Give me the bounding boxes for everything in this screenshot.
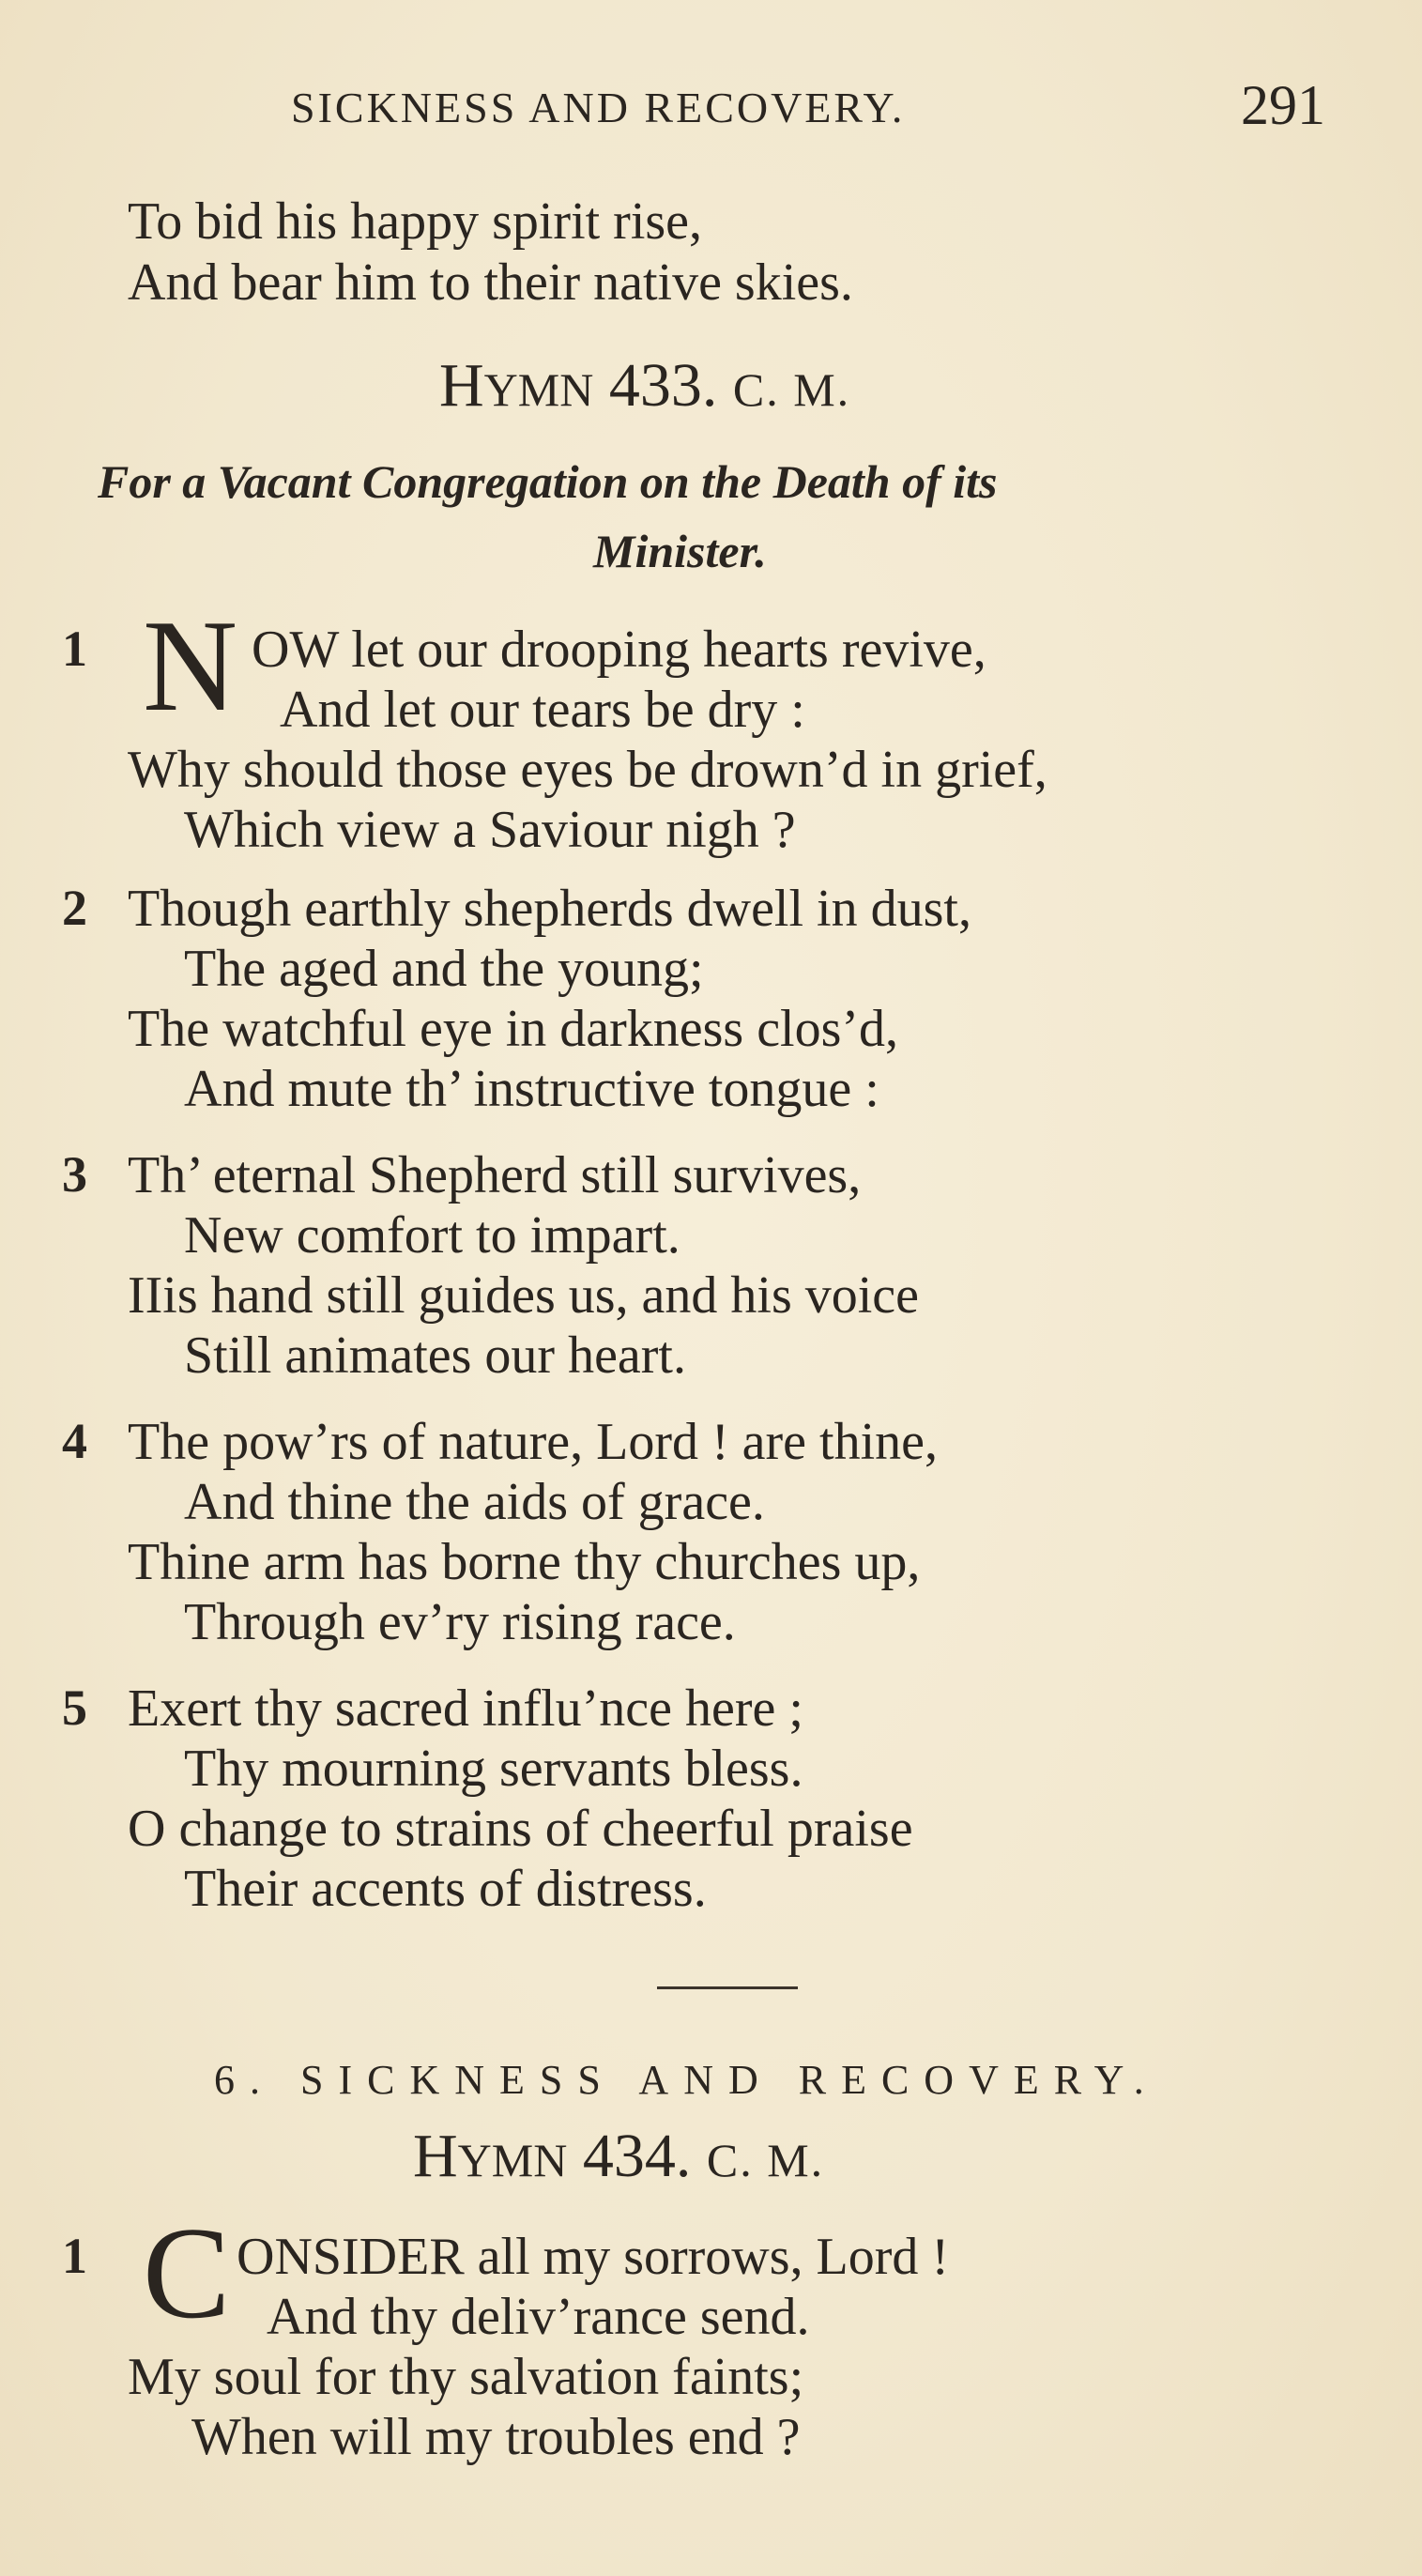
verse-line: IIis hand still guides us, and his voice bbox=[128, 1266, 920, 1325]
hymn-meter: C. M. bbox=[732, 363, 851, 416]
hymn-433-subtitle-line-2: Minister. bbox=[593, 525, 767, 577]
hymn-meter: C. M. bbox=[706, 2134, 825, 2186]
verse-line: The pow’rs of nature, Lord ! are thine, bbox=[128, 1413, 938, 1471]
drop-cap: C bbox=[143, 2200, 231, 2346]
verse-line: And let our tears be dry : bbox=[280, 681, 805, 739]
hymn-number: 433. bbox=[608, 351, 718, 420]
verse-number: 1 bbox=[62, 2228, 87, 2284]
verse-line: Why should those eyes be drown’d in grief, bbox=[128, 741, 1047, 799]
verse-line: Through ev’ry rising race. bbox=[184, 1593, 736, 1651]
drop-cap: N bbox=[143, 593, 238, 739]
page-number: 291 bbox=[1241, 74, 1325, 136]
verse-line: My soul for thy salvation faints; bbox=[128, 2348, 804, 2406]
verse-number: 3 bbox=[62, 1146, 87, 1203]
hymn-title-word: YMN bbox=[483, 363, 594, 416]
hymn-title-initial: H bbox=[439, 351, 484, 420]
verse-number: 5 bbox=[62, 1679, 87, 1736]
verse-line: When will my troubles end ? bbox=[191, 2408, 801, 2466]
verse-line: Their accents of distress. bbox=[184, 1860, 707, 1918]
verse-line: ONSIDER all my sorrows, Lord ! bbox=[237, 2228, 950, 2286]
hymn-433-subtitle-line-1: For a Vacant Congregation on the Death of its bbox=[98, 455, 998, 508]
running-title: SICKNESS AND RECOVERY. bbox=[291, 84, 906, 131]
verse-line: And mute th’ instructive tongue : bbox=[184, 1060, 879, 1118]
carryover-line-2: And bear him to their native skies. bbox=[128, 253, 853, 312]
verse-line: Though earthly shepherds dwell in dust, bbox=[128, 880, 971, 938]
hymn-number: 434. bbox=[582, 2122, 692, 2190]
verse-line: Th’ eternal Shepherd still survives, bbox=[128, 1146, 862, 1204]
verse-line: Exert thy sacred influ’nce here ; bbox=[128, 1679, 803, 1738]
verse-line: New comfort to impart. bbox=[184, 1206, 680, 1265]
verse-line: OW let our drooping hearts revive, bbox=[252, 621, 986, 679]
verse-line: O change to strains of cheerful praise bbox=[128, 1800, 913, 1858]
verse-number: 2 bbox=[62, 880, 87, 936]
hymn-433-title bbox=[439, 351, 851, 420]
verse-number: 1 bbox=[62, 621, 87, 677]
verse-line: And thine the aids of grace. bbox=[184, 1473, 765, 1531]
verse-line: And thy deliv’rance send. bbox=[267, 2288, 810, 2346]
carryover-line-1: To bid his happy spirit rise, bbox=[128, 192, 703, 251]
verse-number: 4 bbox=[62, 1413, 87, 1469]
verse-line: Still animates our heart. bbox=[184, 1326, 686, 1385]
hymn-title-word: YMN bbox=[457, 2134, 568, 2186]
section-heading: 6. SICKNESS AND RECOVERY. bbox=[214, 2057, 1159, 2103]
verse-line: Which view a Saviour nigh ? bbox=[184, 801, 796, 859]
verse-line: Thine arm has borne thy churches up, bbox=[128, 1533, 921, 1591]
hymn-title-initial: H bbox=[413, 2122, 458, 2190]
verse-line: Thy mourning servants bless. bbox=[184, 1740, 803, 1798]
section-divider bbox=[657, 1986, 798, 1989]
verse-line: The watchful eye in darkness clos’d, bbox=[128, 1000, 899, 1058]
verse-line: The aged and the young; bbox=[184, 940, 704, 998]
hymn-434-title bbox=[413, 2122, 825, 2190]
